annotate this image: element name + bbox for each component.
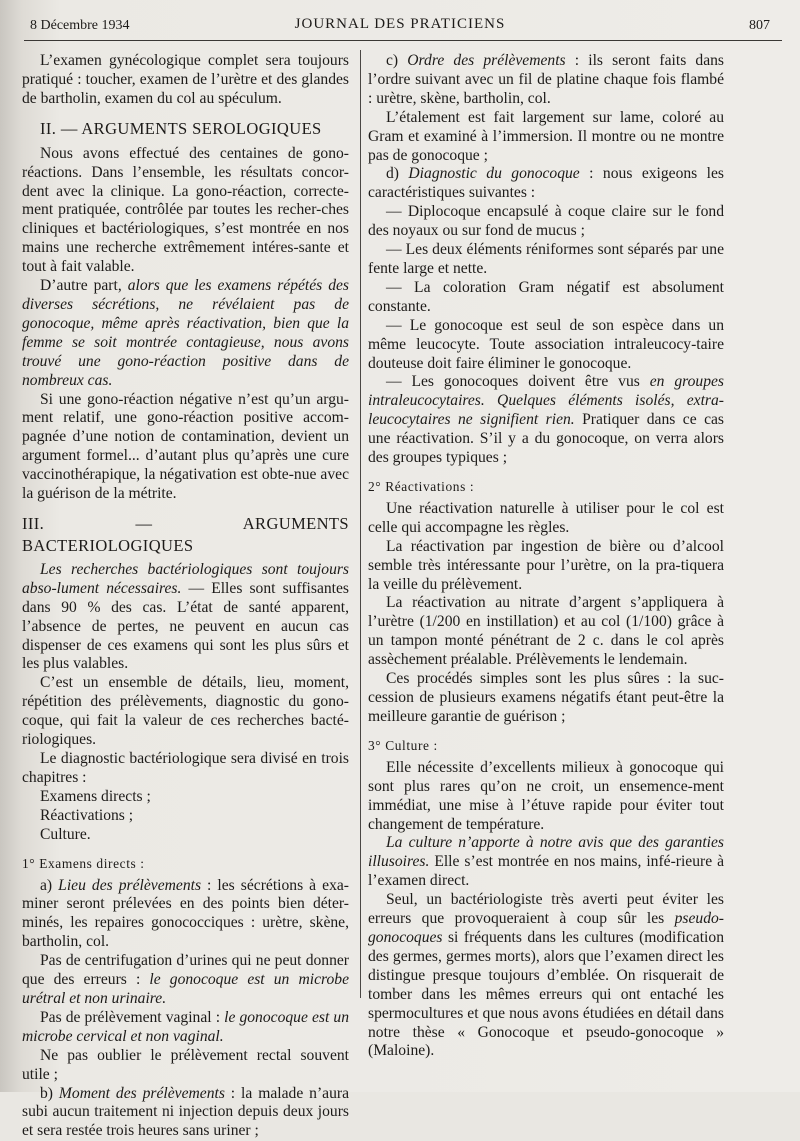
paragraph: Ne pas oublier le prélèvement rectal souvent utile ;	[22, 1047, 349, 1085]
paragraph: C’est un ensemble de détails, lieu, moment, répétition des prélèvements, diagnostic du gono-coque, qui fait la valeur de ces recherches bacté-riologiques.	[22, 674, 349, 750]
emphasis-text: Moment des prélèvements	[59, 1085, 225, 1102]
section-heading-bacteriologiques: III. — ARGUMENTS BACTERIOLOGIQUES	[22, 513, 349, 557]
emphasis-text: alors que les examens répétés des diverses sécrétions, ne révélaient pas de gonocoque, même après réactivation, bien que la femme se soit montrée contagieuse, nous avons trouvé une gono-réaction positive dans de nombreux cas.	[22, 277, 349, 389]
paragraph-text: Seul, un bactériologiste très averti peut éviter les erreurs que provoqueraient à coup sûr les	[368, 891, 724, 927]
running-header	[30, 16, 770, 38]
paragraph	[22, 952, 349, 1009]
subheading-reactivations: 2° Réactivations :	[368, 477, 724, 496]
list-item: Réactivations ;	[22, 807, 349, 826]
paragraph: Elle nécessite d’excellents milieux à gonocoque qui sont plus rares qu’on ne croit, un ensemence-ment immédiat, une mise à l’étuve rapide pour éviter tout changement de température.	[368, 759, 724, 835]
paragraph	[22, 561, 349, 674]
paragraph	[22, 1085, 349, 1141]
paragraph: Nous avons effectué des centaines de gono-réactions. Dans l’ensemble, les résultats concor-dent avec la clinique. La gono-réaction, correcte-ment pratiquée, contrôlée par toutes les recher-ches cliniques et bactériologiques, s’est montrée en nos mains une recherche extrêmement intéres-sante et tout à fait valable.	[22, 145, 349, 277]
column-divider	[360, 50, 361, 998]
paragraph: Le diagnostic bactériologique sera divisé en trois chapitres :	[22, 750, 349, 788]
paragraph-text: : les sécrétions à exa-miner seront prélevées en des points bien déter-minés, les repaires gonococciques : urètre, skène, bartholin, col.	[22, 877, 349, 951]
journal-title: JOURNAL DES PRATICIENS	[30, 16, 770, 33]
paragraph	[22, 877, 349, 953]
paragraph-text: : ils seront faits dans l’ordre suivant avec un fil de platine chaque fois flambé : urètre, skène, bartholin, col.	[368, 52, 724, 107]
section-heading-serologiques: II. — ARGUMENTS SEROLOGIQUES	[22, 118, 349, 140]
paragraph-text: D’autre part,	[40, 277, 128, 294]
paragraph-text: — Les gonocoques doivent être vus	[386, 373, 650, 390]
paragraph-text: : nous exigeons les caractéristiques suivantes :	[368, 165, 724, 201]
emphasis-text: pseudo-gonocoques	[368, 910, 724, 946]
subheading-examens-directs: 1° Examens directs :	[22, 854, 349, 873]
list-item: Examens directs ;	[22, 788, 349, 807]
paragraph-text: si fréquents dans les cultures (modification des germes, germes morts), alors que l’examen direct les distingue presque toujours d’emblée. On risquerait de tomber dans les mêmes erreurs qui ont entaché les spermocultures et que nous avons étudiées en détail dans notre thèse « Gonocoque et pseudo-gonocoque » (Maloine).	[368, 929, 724, 1059]
paragraph	[368, 891, 724, 1061]
paragraph	[22, 1009, 349, 1047]
list-item: — La coloration Gram négatif est absolument constante.	[368, 279, 724, 317]
emphasis-text: le gonocoque est un microbe cervical et non vaginal.	[22, 1009, 349, 1045]
paragraph: Si une gono-réaction négative n’est qu’un argu-ment relatif, une gono-réaction positive accom-pagnée d’une notion de contamination, devient un argument formel... d’autant plus qu’après une cure vaccinothérapique, la négativation est obte-nue avec la guérison de la métrite.	[22, 391, 349, 504]
paragraph-text: Pas de centrifugation d’urines qui ne peut donner que des erreurs :	[22, 952, 349, 988]
paragraph: La réactivation par ingestion de bière ou d’alcool semble très intéressante pour l’urètre, on la pra-tiquera la veille du prélèvement.	[368, 538, 724, 595]
paragraph-text: Pas de prélèvement vaginal :	[40, 1009, 224, 1026]
list-item: Culture.	[22, 826, 349, 845]
left-column	[22, 52, 349, 1141]
paragraph	[22, 277, 349, 390]
paragraph: Ces procédés simples sont les plus sûres : la suc-cession de plusieurs examens négatifs étant peut-être la meilleure garantie de guérison ;	[368, 670, 724, 727]
paragraph: L’étalement est fait largement sur lame, coloré au Gram et examiné à l’immersion. Il montre ou ne montre pas de gonocoque ;	[368, 109, 724, 166]
list-item: — Diplocoque encapsulé à coque claire sur le fond des noyaux ou sur fond de mucus ;	[368, 203, 724, 241]
emphasis-text: Diagnostic du gonocoque	[408, 165, 579, 182]
right-column	[368, 52, 724, 1061]
paragraph-text: — Elles sont suffisantes dans 90 % des cas. L’état de santé apparent, l’absence de pertes, ne peuvent en aucun cas dispenser de ces examens qui sont les plus sûrs et les plus valables.	[22, 580, 349, 673]
header-date: 8 Décembre 1934	[30, 18, 130, 34]
list-item	[368, 373, 724, 468]
emphasis-text: Lieu des prélèvements	[58, 877, 201, 894]
list-item: — Le gonocoque est seul de son espèce dans un même leucocyte. Toute association intraleucocy-taire douteuse doit faire éliminer le gonocoque.	[368, 317, 724, 374]
item-letter: a)	[40, 877, 58, 894]
paragraph: La réactivation au nitrate d’argent s’appliquera à l’urètre (1/200 en instillation) et au col (1/100) grâce à un tampon monté pénétrant de 2 c. dans le col après assèchement préalable. Prélèvements le lendemain.	[368, 594, 724, 670]
page-number: 807	[749, 18, 770, 34]
emphasis-text: La culture n’apporte à notre avis que des garanties illusoires.	[368, 834, 724, 870]
paragraph	[368, 52, 724, 109]
emphasis-text: en groupes intraleucocytaires. Quelques éléments isolés, extra-leucocytaires ne signifient rien.	[368, 373, 724, 428]
paragraph-text: Pratiquer dans ce cas une réactivation. S’il y a du gonocoque, on verra alors des groupes typiques ;	[368, 411, 724, 466]
header-rule	[24, 40, 782, 41]
item-letter: c)	[386, 52, 407, 69]
intro-paragraph: L’examen gynécologique complet sera toujours pratiqué : toucher, examen de l’urètre et des glandes de bartholin, examen du col au spéculum.	[22, 52, 349, 109]
emphasis-text: Ordre des prélèvements	[407, 52, 565, 69]
emphasis-text: Les recherches bactériologiques sont toujours abso-lument nécessaires.	[22, 561, 349, 597]
emphasis-text: le gonocoque est un microbe urétral et non urinaire.	[22, 971, 349, 1007]
subheading-culture: 3° Culture :	[368, 736, 724, 755]
paragraph-text: : la malade n’aura subi aucun traitement ni injection depuis deux jours et sera restée trois heures sans uriner ;	[22, 1085, 349, 1140]
paragraph	[368, 165, 724, 203]
paragraph: Une réactivation naturelle à utiliser pour le col est celle qui accompagne les règles.	[368, 500, 724, 538]
paragraph	[368, 834, 724, 891]
list-item: — Les deux éléments réniformes sont séparés par une fente large et nette.	[368, 241, 724, 279]
item-letter: d)	[386, 165, 408, 182]
item-letter: b)	[40, 1085, 59, 1102]
paragraph-text: Elle s’est montrée en nos mains, infé-rieure à l’examen direct.	[368, 853, 724, 889]
